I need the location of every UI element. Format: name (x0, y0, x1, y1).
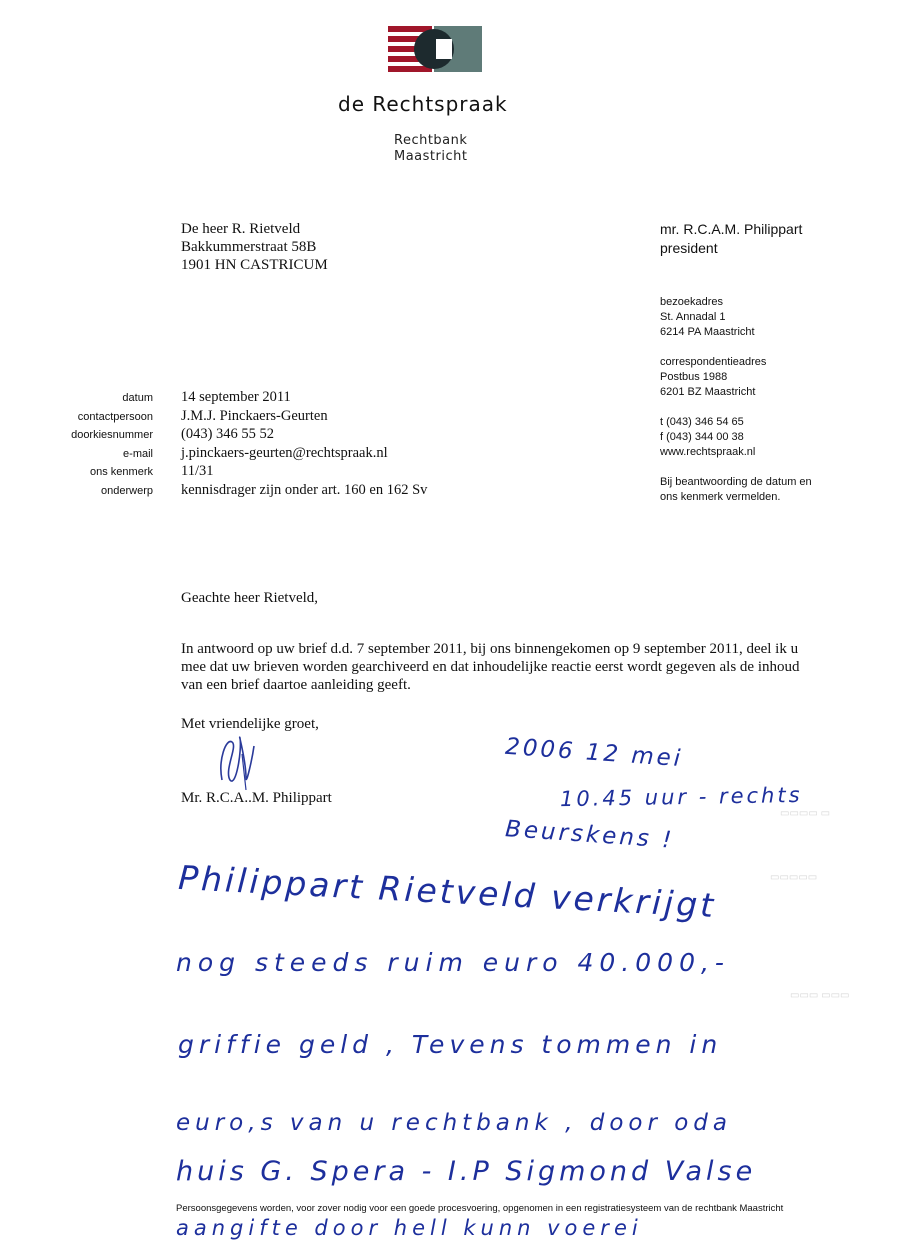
meta-label: contactpersoon (77, 410, 153, 423)
bleed-through-mark: ▭▭▭▭▭ (770, 872, 818, 883)
meta-row-contact (40, 408, 480, 427)
handwritten-note-line: 2006 12 mei (504, 733, 685, 773)
fax-number: f (043) 344 00 38 (660, 431, 744, 443)
handwritten-note-line: Beurskens ! (504, 816, 676, 854)
closing: Met vriendelijke groet, (181, 716, 319, 732)
court-line-1: Rechtbank (394, 133, 468, 148)
meta-row-phone (40, 426, 480, 445)
visit-street: St. Annadal 1 (660, 311, 726, 323)
handwritten-note-line: Philippart Rietveld verkrijgt (177, 857, 718, 926)
paragraph-line: mee dat uw brieven worden gearchiveerd en dat inhoudelijke reactie eerst wordt gegeven als de inhoud (181, 659, 800, 675)
visit-city: 6214 PA Maastricht (660, 326, 755, 338)
handwritten-note-line: euro,s van u rechtbank , door oda (176, 1110, 732, 1136)
phone-number: t (043) 346 54 65 (660, 416, 744, 428)
post-label: correspondentieadres (660, 356, 767, 368)
handwritten-note-line: griffie geld , Tevens tommen in (178, 1030, 723, 1059)
meta-row-reference (40, 463, 480, 482)
visit-label: bezoekadres (660, 296, 723, 308)
post-city: 6201 BZ Maastricht (660, 386, 756, 398)
meta-value: (043) 346 55 52 (181, 426, 275, 442)
visit-address (660, 295, 755, 340)
handwritten-note-line: huis G. Spera - I.P Sigmond Valse (176, 1156, 757, 1187)
bleed-through-mark: ▭▭▭ ▭▭▭ (790, 990, 850, 1001)
signature-name: Mr. R.C.A..M. Philippart (181, 790, 332, 806)
reply-note-line-2: ons kenmerk vermelden. (660, 491, 781, 503)
recipient-name: De heer R. Rietveld (181, 221, 301, 237)
reply-note (660, 475, 812, 505)
letter-meta-table (40, 389, 480, 500)
meta-row-subject (40, 482, 480, 501)
meta-label: onderwerp (101, 484, 153, 497)
meta-label: ons kenmerk (90, 466, 153, 478)
meta-value: J.M.J. Pinckaers-Geurten (181, 407, 328, 424)
reply-note-line-1: Bij beantwoording de datum en (660, 476, 812, 488)
post-box: Postbus 1988 (660, 371, 728, 383)
privacy-footer: Persoonsgegevens worden, voor zover nodig voor een goede procesvoering, opgenomen in een registratiesysteem van de rechtbank Maastricht (176, 1203, 784, 1214)
handwritten-note-line: 10.45 uur - rechts (559, 782, 803, 812)
meta-row-email (40, 445, 480, 464)
handwritten-note-line: aangifte door hell kunn voerei (176, 1216, 643, 1240)
court-name (394, 133, 467, 165)
meta-value[interactable]: j.pinckaers-geurten@rechtspraak.nl (181, 444, 388, 461)
contact-details (660, 415, 755, 460)
recipient-city: 1901 HN CASTRICUM (181, 257, 328, 273)
signature (212, 730, 260, 790)
sender-heading (660, 220, 802, 258)
court-line-2: Maastricht (394, 149, 468, 164)
meta-label: datum (122, 392, 153, 404)
letter-paragraph (181, 640, 853, 694)
meta-value: 11/31 (181, 463, 214, 479)
meta-value: 14 september 2011 (181, 389, 291, 405)
meta-row-date (40, 389, 480, 408)
meta-label: doorkiesnummer (71, 429, 153, 441)
salutation: Geachte heer Rietveld, (181, 590, 319, 606)
sender-name: mr. R.C.A.M. Philippart (660, 221, 803, 237)
meta-value: kennisdrager zijn onder art. 160 en 162 Sv (181, 481, 428, 498)
rechtspraak-logo (388, 26, 482, 72)
postal-address (660, 355, 766, 400)
meta-label: e-mail (123, 447, 153, 460)
paragraph-line: van een brief daartoe aanleiding geeft. (181, 677, 411, 693)
website-link[interactable]: www.rechtspraak.nl (660, 446, 756, 458)
recipient-address (181, 220, 328, 274)
handwritten-note-line: nog steeds ruim euro 40.000,- (176, 948, 730, 977)
brand-name: de Rechtspraak (338, 92, 508, 116)
recipient-street: Bakkummerstraat 58B (181, 239, 317, 255)
sender-title: president (660, 240, 718, 256)
bleed-through-mark: ▭▭▭▭ ▭ (780, 808, 831, 819)
paragraph-line: In antwoord op uw brief d.d. 7 september 2011, bij ons binnengekomen op 9 september 2011, deel ik u (181, 641, 799, 657)
